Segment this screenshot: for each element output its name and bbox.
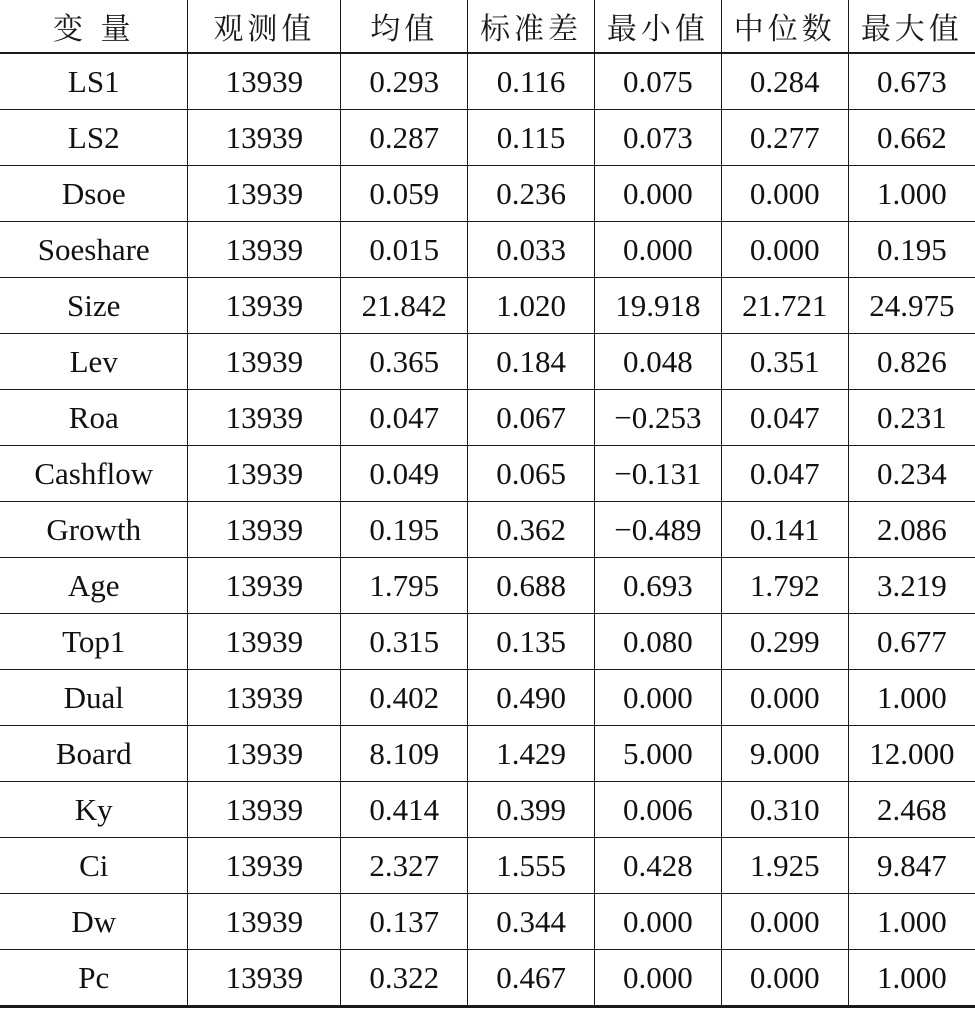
cell-std-dev: 1.555 <box>468 838 595 894</box>
table-row <box>0 278 975 334</box>
cell-mean: 8.109 <box>341 726 468 782</box>
cell-std-dev: 1.429 <box>468 726 595 782</box>
cell-mean: 0.315 <box>341 614 468 670</box>
cell-median: 0.047 <box>721 446 848 502</box>
cell-mean: 0.059 <box>341 166 468 222</box>
table-row <box>0 446 975 502</box>
cell-observations: 13939 <box>188 446 341 502</box>
cell-median: 0.000 <box>721 670 848 726</box>
cell-min: 0.000 <box>594 894 721 950</box>
cell-std-dev: 0.490 <box>468 670 595 726</box>
cell-variable: Board <box>0 726 188 782</box>
table-row <box>0 166 975 222</box>
cell-min: 0.428 <box>594 838 721 894</box>
cell-observations: 13939 <box>188 838 341 894</box>
cell-median: 0.299 <box>721 614 848 670</box>
cell-mean: 0.195 <box>341 502 468 558</box>
cell-variable: Growth <box>0 502 188 558</box>
cell-min: 0.000 <box>594 950 721 1007</box>
cell-median: 0.047 <box>721 390 848 446</box>
table-row <box>0 558 975 614</box>
cell-min: 0.000 <box>594 670 721 726</box>
cell-median: 0.000 <box>721 894 848 950</box>
cell-std-dev: 0.115 <box>468 110 595 166</box>
cell-max: 0.673 <box>848 53 975 110</box>
cell-max: 1.000 <box>848 670 975 726</box>
cell-variable: Soeshare <box>0 222 188 278</box>
cell-min: 5.000 <box>594 726 721 782</box>
header-min: 最小值 <box>594 0 721 53</box>
table-row <box>0 950 975 1007</box>
cell-median: 0.310 <box>721 782 848 838</box>
header-row <box>0 0 975 53</box>
cell-std-dev: 0.033 <box>468 222 595 278</box>
cell-variable: Cashflow <box>0 446 188 502</box>
cell-observations: 13939 <box>188 278 341 334</box>
cell-max: 24.975 <box>848 278 975 334</box>
cell-max: 0.826 <box>848 334 975 390</box>
cell-mean: 0.049 <box>341 446 468 502</box>
cell-variable: Roa <box>0 390 188 446</box>
cell-std-dev: 0.236 <box>468 166 595 222</box>
cell-std-dev: 0.399 <box>468 782 595 838</box>
cell-min: −0.253 <box>594 390 721 446</box>
cell-median: 1.792 <box>721 558 848 614</box>
cell-variable: Dw <box>0 894 188 950</box>
cell-min: 0.073 <box>594 110 721 166</box>
cell-variable: Lev <box>0 334 188 390</box>
cell-std-dev: 0.688 <box>468 558 595 614</box>
table-row <box>0 614 975 670</box>
cell-mean: 0.402 <box>341 670 468 726</box>
cell-max: 12.000 <box>848 726 975 782</box>
cell-observations: 13939 <box>188 502 341 558</box>
table-row <box>0 110 975 166</box>
cell-mean: 0.322 <box>341 950 468 1007</box>
cell-median: 0.000 <box>721 950 848 1007</box>
cell-mean: 0.287 <box>341 110 468 166</box>
cell-observations: 13939 <box>188 782 341 838</box>
cell-max: 1.000 <box>848 166 975 222</box>
cell-observations: 13939 <box>188 53 341 110</box>
header-median: 中位数 <box>721 0 848 53</box>
cell-median: 0.277 <box>721 110 848 166</box>
cell-min: 0.075 <box>594 53 721 110</box>
table-row <box>0 222 975 278</box>
cell-min: 0.048 <box>594 334 721 390</box>
cell-std-dev: 0.116 <box>468 53 595 110</box>
cell-max: 9.847 <box>848 838 975 894</box>
cell-observations: 13939 <box>188 894 341 950</box>
cell-std-dev: 0.135 <box>468 614 595 670</box>
cell-max: 0.231 <box>848 390 975 446</box>
cell-variable: LS1 <box>0 53 188 110</box>
cell-variable: Dual <box>0 670 188 726</box>
cell-variable: LS2 <box>0 110 188 166</box>
cell-std-dev: 0.065 <box>468 446 595 502</box>
table-row <box>0 390 975 446</box>
cell-mean: 0.047 <box>341 390 468 446</box>
table-row <box>0 726 975 782</box>
header-max: 最大值 <box>848 0 975 53</box>
cell-variable: Ci <box>0 838 188 894</box>
header-std-dev: 标准差 <box>468 0 595 53</box>
header-observations: 观测值 <box>188 0 341 53</box>
cell-min: 0.080 <box>594 614 721 670</box>
cell-mean: 0.293 <box>341 53 468 110</box>
cell-observations: 13939 <box>188 222 341 278</box>
cell-min: 0.693 <box>594 558 721 614</box>
cell-median: 0.141 <box>721 502 848 558</box>
cell-mean: 0.414 <box>341 782 468 838</box>
cell-median: 1.925 <box>721 838 848 894</box>
cell-observations: 13939 <box>188 558 341 614</box>
cell-variable: Dsoe <box>0 166 188 222</box>
cell-median: 9.000 <box>721 726 848 782</box>
table-row <box>0 53 975 110</box>
cell-std-dev: 0.467 <box>468 950 595 1007</box>
cell-variable: Size <box>0 278 188 334</box>
cell-min: 0.000 <box>594 166 721 222</box>
table-row <box>0 502 975 558</box>
cell-max: 1.000 <box>848 950 975 1007</box>
cell-std-dev: 0.362 <box>468 502 595 558</box>
cell-median: 21.721 <box>721 278 848 334</box>
cell-variable: Age <box>0 558 188 614</box>
table-row <box>0 838 975 894</box>
cell-observations: 13939 <box>188 614 341 670</box>
cell-std-dev: 1.020 <box>468 278 595 334</box>
cell-observations: 13939 <box>188 334 341 390</box>
cell-mean: 21.842 <box>341 278 468 334</box>
cell-max: 0.677 <box>848 614 975 670</box>
cell-median: 0.000 <box>721 222 848 278</box>
table-row <box>0 894 975 950</box>
cell-std-dev: 0.067 <box>468 390 595 446</box>
cell-mean: 0.015 <box>341 222 468 278</box>
cell-observations: 13939 <box>188 726 341 782</box>
cell-mean: 0.365 <box>341 334 468 390</box>
cell-min: 19.918 <box>594 278 721 334</box>
table-row <box>0 670 975 726</box>
table-row <box>0 782 975 838</box>
table-header <box>0 0 975 53</box>
table-body <box>0 53 975 1007</box>
table-row <box>0 334 975 390</box>
cell-std-dev: 0.344 <box>468 894 595 950</box>
cell-max: 2.086 <box>848 502 975 558</box>
cell-observations: 13939 <box>188 670 341 726</box>
cell-mean: 0.137 <box>341 894 468 950</box>
cell-max: 1.000 <box>848 894 975 950</box>
cell-max: 3.219 <box>848 558 975 614</box>
cell-max: 0.662 <box>848 110 975 166</box>
cell-variable: Pc <box>0 950 188 1007</box>
cell-max: 2.468 <box>848 782 975 838</box>
cell-mean: 1.795 <box>341 558 468 614</box>
cell-min: −0.131 <box>594 446 721 502</box>
cell-variable: Top1 <box>0 614 188 670</box>
cell-std-dev: 0.184 <box>468 334 595 390</box>
cell-observations: 13939 <box>188 950 341 1007</box>
cell-observations: 13939 <box>188 390 341 446</box>
cell-min: 0.000 <box>594 222 721 278</box>
cell-min: −0.489 <box>594 502 721 558</box>
header-mean: 均值 <box>341 0 468 53</box>
cell-mean: 2.327 <box>341 838 468 894</box>
cell-median: 0.351 <box>721 334 848 390</box>
cell-max: 0.195 <box>848 222 975 278</box>
cell-variable: Ky <box>0 782 188 838</box>
cell-min: 0.006 <box>594 782 721 838</box>
cell-max: 0.234 <box>848 446 975 502</box>
cell-median: 0.000 <box>721 166 848 222</box>
cell-observations: 13939 <box>188 110 341 166</box>
cell-observations: 13939 <box>188 166 341 222</box>
cell-median: 0.284 <box>721 53 848 110</box>
header-variable: 变 量 <box>0 0 188 53</box>
